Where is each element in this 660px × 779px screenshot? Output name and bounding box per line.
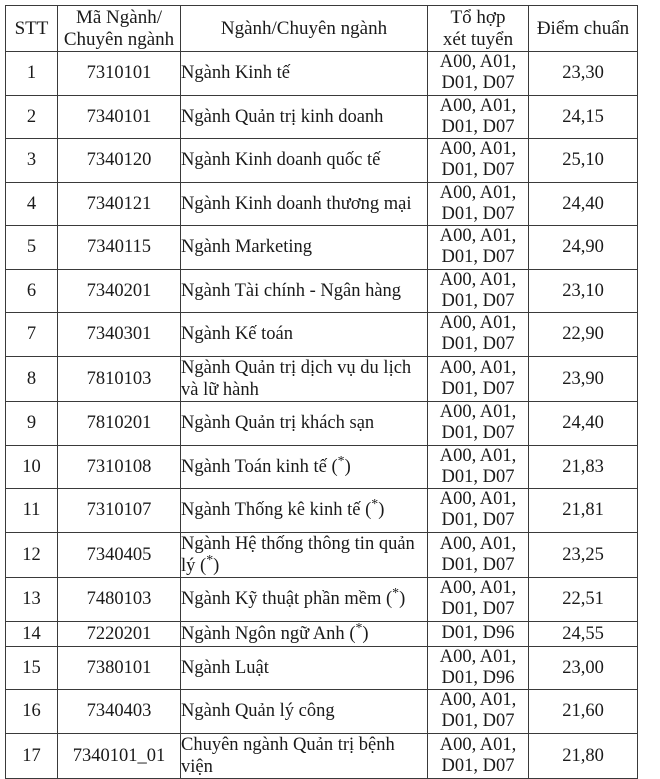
subject-combination-line: D01, D07 (441, 73, 515, 94)
cell-major-code: 7340101 (58, 95, 181, 139)
note-marker: (*) (386, 586, 406, 610)
cell-subject-combination (428, 489, 529, 533)
cell-benchmark-score: 24,40 (529, 182, 638, 226)
subject-combination-line: D01, D07 (441, 378, 515, 399)
cell-subject-combination (428, 690, 529, 734)
subject-combination-line: D01, D07 (441, 554, 515, 575)
subject-combination-line: A00, A01, (439, 95, 517, 116)
column-header-major-code-line1: Mã Ngành/ (75, 7, 162, 29)
cell-major-name: Ngành Toán kinh tế (*) (181, 445, 428, 489)
cell-benchmark-score: 22,51 (529, 578, 638, 622)
cell-major-code: 7340405 (58, 532, 181, 577)
cell-major-code: 7340301 (58, 313, 181, 357)
subject-combination-line: D01, D07 (441, 247, 515, 268)
cell-major-code: 7340120 (58, 139, 181, 183)
column-header-major-code (58, 6, 181, 52)
cell-subject-combination (428, 52, 529, 96)
cell-benchmark-score: 21,60 (529, 690, 638, 734)
table-row (6, 182, 638, 226)
subject-combination-line: A00, A01, (439, 578, 517, 599)
cell-major-code: 7340403 (58, 690, 181, 734)
cell-benchmark-score: 24,55 (529, 621, 638, 646)
subject-combination-line: A00, A01, (439, 690, 517, 711)
cell-major-name: Ngành Marketing (181, 226, 428, 270)
cell-benchmark-score: 23,30 (529, 52, 638, 96)
cell-subject-combination (428, 95, 529, 139)
cell-subject-combination (428, 182, 529, 226)
cell-subject-combination (428, 733, 529, 778)
cell-stt: 16 (6, 690, 58, 734)
subject-combination-line: A00, A01, (439, 734, 517, 755)
table-row (6, 621, 638, 646)
cell-major-code: 7340121 (58, 182, 181, 226)
cell-major-name: Ngành Tài chính - Ngân hàng (181, 269, 428, 313)
cell-benchmark-score: 21,83 (529, 445, 638, 489)
cell-major-name: Ngành Quản trị khách sạn (181, 402, 428, 446)
table-row (6, 733, 638, 778)
column-header-major-name: Ngành/Chuyên ngành (181, 6, 428, 52)
admissions-table-container (5, 5, 637, 779)
cell-major-name: Ngành Kinh doanh thương mại (181, 182, 428, 226)
note-marker: (*) (331, 453, 351, 477)
cell-subject-combination (428, 313, 529, 357)
table-row (6, 578, 638, 622)
cell-subject-combination (428, 532, 529, 577)
subject-combination-line: D01, D96 (441, 667, 515, 688)
subject-combination-line: A00, A01, (439, 445, 517, 466)
note-marker: (*) (200, 552, 220, 576)
subject-combination-line: D01, D07 (441, 755, 515, 776)
cell-stt: 8 (6, 356, 58, 401)
cell-major-name: Chuyên ngành Quản trị bệnh viện (181, 733, 428, 778)
cell-major-name: Ngành Ngôn ngữ Anh (*) (181, 621, 428, 646)
subject-combination-line: A00, A01, (439, 182, 517, 203)
cell-major-name: Ngành Kinh tế (181, 52, 428, 96)
subject-combination-line: D01, D07 (441, 423, 515, 444)
subject-combination-line: A00, A01, (439, 402, 517, 423)
cell-stt: 17 (6, 733, 58, 778)
cell-major-code: 7480103 (58, 578, 181, 622)
table-row (6, 489, 638, 533)
column-header-subject-combination-line1: Tổ hợp (450, 7, 506, 29)
subject-combination-line: D01, D07 (441, 510, 515, 531)
cell-stt: 14 (6, 621, 58, 646)
subject-combination-line: A00, A01, (439, 52, 517, 72)
cell-major-code: 7310108 (58, 445, 181, 489)
table-row (6, 313, 638, 357)
cell-benchmark-score: 22,90 (529, 313, 638, 357)
table-row (6, 52, 638, 96)
column-header-major-code-line2: Chuyên ngành (63, 28, 175, 50)
cell-major-code: 7810103 (58, 356, 181, 401)
cell-benchmark-score: 23,00 (529, 646, 638, 690)
table-row (6, 532, 638, 577)
column-header-subject-combination-line2: xét tuyển (442, 28, 514, 50)
subject-combination-line: D01, D96 (441, 622, 515, 643)
table-row (6, 690, 638, 734)
cell-major-code: 7810201 (58, 402, 181, 446)
cell-benchmark-score: 23,25 (529, 532, 638, 577)
cell-stt: 9 (6, 402, 58, 446)
cell-stt: 2 (6, 95, 58, 139)
cell-stt: 4 (6, 182, 58, 226)
cell-stt: 11 (6, 489, 58, 533)
cell-major-code: 7340201 (58, 269, 181, 313)
cell-stt: 10 (6, 445, 58, 489)
table-row (6, 95, 638, 139)
cell-subject-combination (428, 356, 529, 401)
cell-subject-combination (428, 578, 529, 622)
cell-stt: 13 (6, 578, 58, 622)
table-body (6, 52, 638, 779)
cell-major-name: Ngành Hệ thống thông tin quản lý (*) (181, 532, 428, 577)
subject-combination-line: A00, A01, (439, 139, 517, 160)
table-header (6, 6, 638, 52)
table-row (6, 139, 638, 183)
table-row (6, 226, 638, 270)
cell-stt: 1 (6, 52, 58, 96)
cell-benchmark-score: 21,80 (529, 733, 638, 778)
cell-benchmark-score: 23,10 (529, 269, 638, 313)
subject-combination-line: D01, D07 (441, 711, 515, 732)
cell-major-code: 7340101_01 (58, 733, 181, 778)
table-row (6, 269, 638, 313)
cell-benchmark-score: 25,10 (529, 139, 638, 183)
cell-stt: 6 (6, 269, 58, 313)
subject-combination-line: A00, A01, (439, 226, 517, 247)
cell-stt: 12 (6, 532, 58, 577)
subject-combination-line: A00, A01, (439, 489, 517, 510)
table-row (6, 402, 638, 446)
subject-combination-line: D01, D07 (441, 116, 515, 137)
cell-subject-combination (428, 226, 529, 270)
cell-benchmark-score: 23,90 (529, 356, 638, 401)
cell-stt: 5 (6, 226, 58, 270)
subject-combination-line: D01, D07 (441, 334, 515, 355)
cell-major-code: 7220201 (58, 621, 181, 646)
cell-benchmark-score: 21,81 (529, 489, 638, 533)
subject-combination-line: D01, D07 (441, 290, 515, 311)
cell-major-name: Ngành Kế toán (181, 313, 428, 357)
cell-major-name: Ngành Quản trị dịch vụ du lịch và lữ hành (181, 356, 428, 401)
cell-subject-combination (428, 621, 529, 646)
cell-benchmark-score: 24,40 (529, 402, 638, 446)
column-header-subject-combination (428, 6, 529, 52)
subject-combination-line: A00, A01, (439, 269, 517, 290)
admission-scores-table (5, 5, 638, 779)
cell-major-name: Ngành Luật (181, 646, 428, 690)
cell-stt: 3 (6, 139, 58, 183)
cell-subject-combination (428, 139, 529, 183)
cell-subject-combination (428, 269, 529, 313)
cell-major-code: 7310101 (58, 52, 181, 96)
subject-combination-line: D01, D07 (441, 203, 515, 224)
cell-subject-combination (428, 646, 529, 690)
subject-combination-line: A00, A01, (439, 646, 517, 667)
cell-major-name: Ngành Quản lý công (181, 690, 428, 734)
table-header-row (6, 6, 638, 52)
column-header-benchmark-score: Điểm chuẩn (529, 6, 638, 52)
cell-major-name: Ngành Quản trị kinh doanh (181, 95, 428, 139)
cell-major-name: Ngành Thống kê kinh tế (*) (181, 489, 428, 533)
table-row (6, 445, 638, 489)
cell-benchmark-score: 24,15 (529, 95, 638, 139)
cell-stt: 15 (6, 646, 58, 690)
note-marker: (*) (365, 497, 385, 521)
cell-major-name: Ngành Kinh doanh quốc tế (181, 139, 428, 183)
column-header-stt: STT (6, 6, 58, 52)
cell-major-code: 7310107 (58, 489, 181, 533)
subject-combination-line: D01, D07 (441, 599, 515, 620)
cell-subject-combination (428, 445, 529, 489)
table-row (6, 356, 638, 401)
cell-major-name: Ngành Kỹ thuật phần mềm (*) (181, 578, 428, 622)
cell-major-code: 7380101 (58, 646, 181, 690)
cell-stt: 7 (6, 313, 58, 357)
subject-combination-line: A00, A01, (439, 357, 517, 378)
cell-benchmark-score: 24,90 (529, 226, 638, 270)
subject-combination-line: A00, A01, (439, 533, 517, 554)
table-row (6, 646, 638, 690)
subject-combination-line: D01, D07 (441, 466, 515, 487)
cell-major-code: 7340115 (58, 226, 181, 270)
subject-combination-line: A00, A01, (439, 313, 517, 334)
cell-subject-combination (428, 402, 529, 446)
subject-combination-line: D01, D07 (441, 160, 515, 181)
note-marker: (*) (349, 620, 369, 644)
